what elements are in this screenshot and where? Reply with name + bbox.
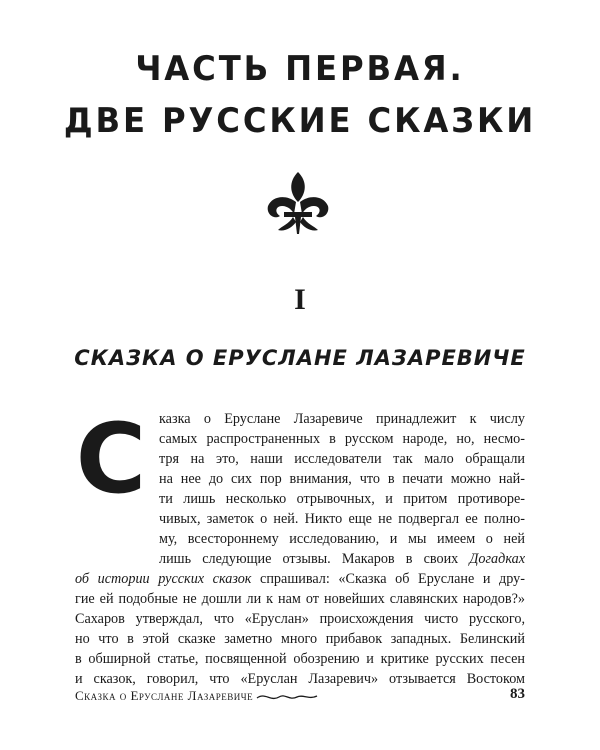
body-line: гие ей подобные не дошли ли к нам от новейших славянских народов?»	[75, 591, 525, 607]
chapter-number: I	[294, 283, 306, 316]
italic-book-title: об истории русских сказок	[75, 571, 252, 587]
body-text: спрашивал: «Сказка об Еруслане и дру-	[260, 571, 525, 587]
body-line: ти лишь несколько отрывочных, и притом противоре-	[159, 491, 525, 507]
body-line: чивых, заметок о ней. Никто еще не подвергал ее полно-	[159, 511, 525, 527]
body-line: му, всестороннему исследованию, и мы имеем о ней	[159, 531, 525, 547]
running-footer-title: Сказка о Еруслане Лазаревиче	[75, 688, 254, 703]
part-title-line-1: ЧАСТЬ ПЕРВАЯ.	[135, 49, 465, 89]
svg-text:С: С	[75, 410, 147, 500]
body-line: на нее до сих пор внимания, что в печати можно най-	[159, 471, 525, 487]
body-line: но что в этой сказке заметно много прибавок западных. Белинский	[75, 631, 525, 647]
chapter-title: СКАЗКА О ЕРУСЛАНЕ ЛАЗАРЕВИЧЕ	[74, 346, 526, 370]
body-line: казка о Еруслане Лазаревиче принадлежит к числу	[159, 411, 525, 427]
body-line: тря на это, наши исследователи так мало обращали	[159, 451, 525, 467]
swash-ornament-icon	[255, 690, 319, 704]
body-line: и сказок, говорил, что «Еруслан Лазаревич» отзывается Востоком	[75, 671, 525, 687]
italic-book-title: Догадках	[469, 551, 525, 567]
body-line: в обширной статье, посвященной обозрению и критике русских песен	[75, 651, 525, 667]
fleur-de-lis-ornament-icon	[262, 168, 334, 240]
body-line: Сахаров утверждал, что «Еруслан» происхождения чисто русского,	[75, 611, 525, 627]
body-text: лишь следующие отзывы. Макаров в своих	[159, 551, 459, 567]
page-number: 83	[510, 686, 525, 702]
part-title-line-2: ДВЕ РУССКИЕ СКАЗКИ	[63, 101, 537, 141]
body-line: самых распространенных в русском народе, но, несмо-	[159, 431, 525, 447]
body-line	[75, 569, 525, 589]
body-line	[159, 549, 525, 569]
drop-cap-letter	[74, 410, 148, 500]
